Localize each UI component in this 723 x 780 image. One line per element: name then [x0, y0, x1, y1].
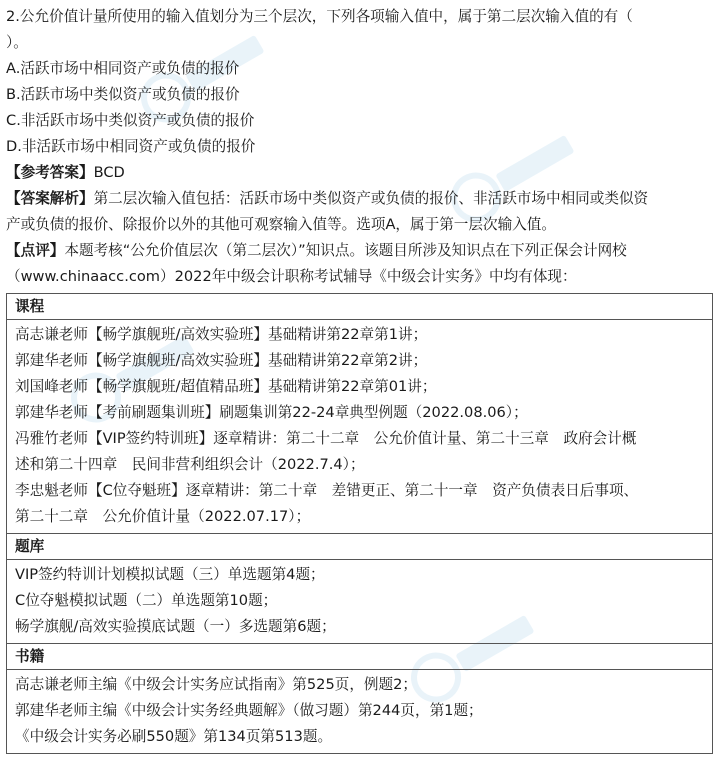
course-item: 郭建华老师【畅学旗舰班/高效实验班】基础精讲第22章第2讲；	[15, 352, 428, 369]
comment-text-2: （www.chinaacc.com）2022年中级会计职称考试辅导《中级会计实务》中均有体现：	[6, 268, 577, 285]
analysis-label: 【答案解析】	[6, 190, 94, 207]
option-b: B.活跃市场中类似资产或负债的报价	[6, 86, 240, 103]
answer-value: BCD	[93, 164, 125, 181]
comment	[6, 238, 718, 264]
bank-item: VIP签约特训计划模拟试题（三）单选题第4题；	[15, 566, 325, 583]
books-cell	[7, 670, 713, 754]
analysis-text-1: 第二层次输入值包括：活跃市场中类似资产或负债的报价、非活跃市场中相同或类似资	[93, 190, 649, 207]
comment-label: 【点评】	[6, 242, 65, 259]
course-item: 冯雅竹老师【VIP签约特训班】逐章精讲：第二十二章 公允价值计量、第二十三章 政府会计概	[15, 430, 637, 447]
course-item: 刘国峰老师【畅学旗舰班/超值精品班】基础精讲第22章第01讲；	[15, 378, 437, 395]
bank-item: 畅学旗舰/高效实验摸底试题（一）多选题第6题；	[15, 618, 336, 635]
option-d: D.非活跃市场中相同资产或负债的报价	[6, 138, 256, 155]
bank-item: C位夺魁模拟试题（二）单选题第10题；	[15, 592, 278, 609]
analysis	[6, 186, 718, 212]
course-item: 述和第二十四章 民间非营利组织会计（2022.7.4）；	[15, 456, 365, 473]
comment-text-1: 本题考核“公允价值层次（第二层次）”知识点。该题目所涉及知识点在下列正保会计网校	[64, 242, 627, 259]
courses-cell	[7, 320, 713, 534]
analysis-text-2: 产或负债的报价、除报价以外的其他可观察输入值等。选项A，属于第一层次输入值。	[6, 216, 556, 233]
option-c: C.非活跃市场中类似资产或负债的报价	[6, 112, 255, 129]
courses-header: 课程	[7, 294, 713, 320]
bank-header: 题库	[7, 534, 713, 560]
book-item: 《中级会计实务必刷550题》第134页第513题。	[15, 728, 333, 745]
answer-label: 【参考答案】	[6, 164, 94, 181]
question-stem-end: ）。	[6, 34, 28, 51]
books-header: 书籍	[7, 644, 713, 670]
answer	[6, 160, 718, 186]
course-item: 第二十二章 公允价值计量（2022.07.17）；	[15, 508, 311, 525]
book-item: 郭建华老师主编《中级会计实务经典题解》（做习题）第244页，第1题；	[15, 702, 483, 719]
reference-table	[6, 293, 713, 754]
course-item: 高志谦老师【畅学旗舰班/高效实验班】基础精讲第22章第1讲；	[15, 326, 428, 343]
course-item: 李忠魁老师【C位夺魁班】逐章精讲：第二十章 差错更正、第二十一章 资产负债表日后事项、	[15, 482, 639, 499]
course-item: 郭建华老师【考前刷题集训班】刷题集训第22-24章典型例题（2022.08.06）；	[15, 404, 528, 421]
option-a: A.活跃市场中相同资产或负债的报价	[6, 60, 240, 77]
book-item: 高志谦老师主编《中级会计实务应试指南》第525页，例题2；	[15, 676, 417, 693]
document	[6, 0, 718, 754]
question-stem: 2.公允价值计量所使用的输入值划分为三个层次，下列各项输入值中，属于第二层次输入值的有（	[6, 8, 633, 25]
bank-cell	[7, 560, 713, 644]
